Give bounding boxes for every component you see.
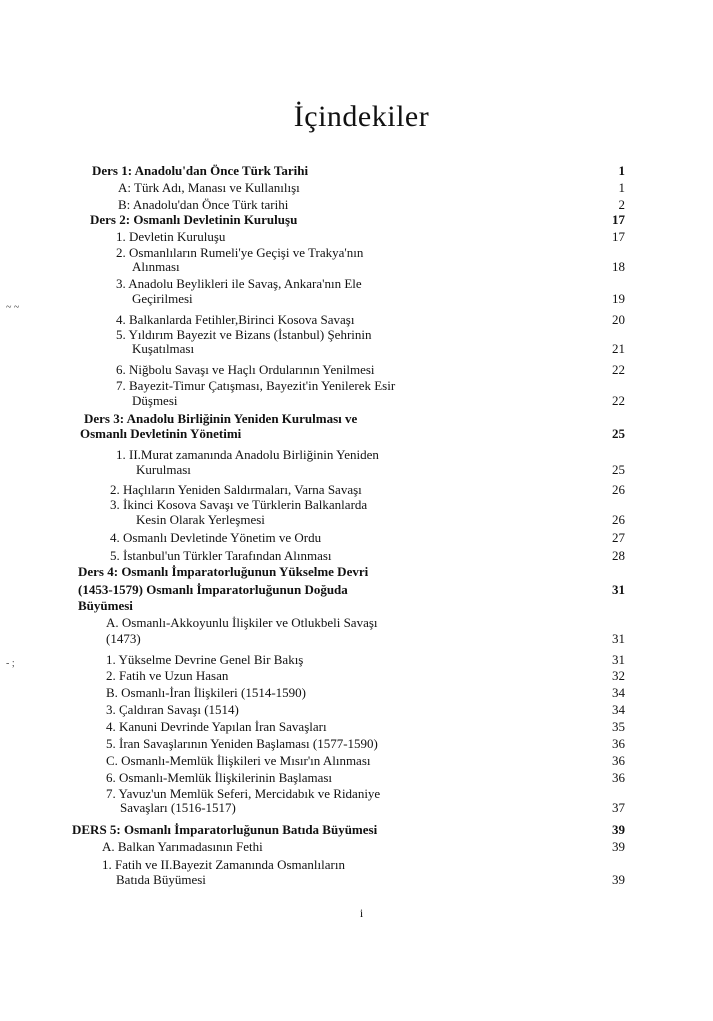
toc-entry-page: 31	[612, 631, 625, 646]
toc-entry-text: Kuşatılması	[132, 341, 195, 356]
toc-entry	[0, 564, 713, 584]
toc-entry-page: 17	[612, 229, 625, 244]
toc-entry-text: (1453-1579) Osmanlı İmparatorluğunun Doğuda	[78, 582, 348, 597]
toc-entry-text: 1. Devletin Kuruluşu	[116, 229, 226, 244]
toc-entry-page: 22	[612, 393, 625, 408]
toc-entry-text: Kurulması	[136, 462, 191, 477]
toc-entry-text: 4. Osmanlı Devletinde Yönetim ve Ordu	[110, 530, 322, 545]
toc-entry-text: Ders 1: Anadolu'dan Önce Türk Tarihi	[92, 163, 309, 178]
toc-entry-page: 32	[612, 668, 625, 683]
toc-entry-page: 36	[612, 770, 625, 785]
toc-entry-text: 5. İran Savaşlarının Yeniden Başlaması (1577-1590)	[106, 736, 378, 751]
toc-entry-page: 18	[612, 259, 625, 274]
toc-entry-page: 27	[612, 530, 625, 545]
toc-entry-text: 6. Niğbolu Savaşı ve Haçlı Ordularının Yenilmesi	[116, 362, 375, 377]
toc-entry-page: 39	[612, 872, 625, 887]
toc-entry-page: 2	[618, 197, 625, 212]
toc-entry-text: A: Türk Adı, Manası ve Kullanılışı	[118, 180, 300, 195]
toc-entry-text: Ders 2: Osmanlı Devletinin Kuruluşu	[90, 212, 298, 227]
toc-entry-text: 1. Yükselme Devrine Genel Bir Bakış	[106, 652, 304, 667]
toc-entry-text: 4. Kanuni Devrinde Yapılan İran Savaşları	[106, 719, 327, 734]
toc-entry-text: 7. Yavuz'un Memlük Seferi, Mercidabık ve Ridaniye	[106, 786, 381, 801]
toc-entry	[0, 530, 713, 550]
toc-entry	[0, 291, 713, 311]
toc-entry	[0, 839, 713, 859]
toc-entry	[0, 426, 713, 446]
toc-entry-text: Geçirilmesi	[132, 291, 193, 306]
toc-entry-page: 37	[612, 800, 625, 815]
toc-entry-text: 2. Haçlıların Yeniden Saldırmaları, Varna Savaşı	[110, 482, 362, 497]
toc-entry-text: 3. İkinci Kosova Savaşı ve Türklerin Balkanlarda	[110, 497, 368, 512]
toc-entry	[0, 872, 713, 892]
toc-entry-text: 4. Balkanlarda Fetihler,Birinci Kosova Savaşı	[116, 312, 355, 327]
toc-entry-text: Kesin Olarak Yerleşmesi	[136, 512, 265, 527]
toc-entry-text: Savaşları (1516-1517)	[120, 800, 236, 815]
toc-entry-text: A. Osmanlı-Akkoyunlu İlişkiler ve Otlukbeli Savaşı	[106, 615, 378, 630]
toc-entry-text: B: Anadolu'dan Önce Türk tarihi	[118, 197, 289, 212]
toc-entry-page: 31	[612, 652, 625, 667]
toc-entry-page: 39	[612, 822, 625, 837]
toc-entry-text: Alınması	[132, 259, 180, 274]
toc-entry-page: 36	[612, 753, 625, 768]
toc-entry-page: 31	[612, 582, 625, 597]
toc-entry-text: 7. Bayezit-Timur Çatışması, Bayezit'in Yenilerek Esir	[116, 378, 396, 393]
toc-entry-page: 17	[612, 212, 625, 227]
toc-entry-text: 2. Osmanlıların Rumeli'ye Geçişi ve Trakya'nın	[116, 245, 364, 260]
page-number: i	[359, 906, 364, 920]
toc-entry	[0, 341, 713, 361]
toc-entry-page: 21	[612, 341, 625, 356]
toc-entry	[0, 512, 713, 532]
toc-entry-text: C. Osmanlı-Memlük İlişkileri ve Mısır'ın Alınması	[106, 753, 371, 768]
toc-entry-text: 5. İstanbul'un Türkler Tarafından Alınması	[110, 548, 332, 563]
toc-entry	[0, 800, 713, 820]
toc-entry-text: A. Balkan Yarımadasının Fethi	[102, 839, 263, 854]
toc-entry-text: 2. Fatih ve Uzun Hasan	[106, 668, 229, 683]
toc-entry-text: (1473)	[106, 631, 141, 646]
page-title: İçindekiler	[293, 100, 430, 133]
toc-entry-page: 28	[612, 548, 625, 563]
toc-entry-text: Batıda Büyümesi	[116, 872, 206, 887]
toc-entry	[0, 631, 713, 651]
toc-entry-page: 20	[612, 312, 625, 327]
toc-entry-page: 25	[612, 462, 625, 477]
scan-mark: ~ ~	[6, 302, 20, 313]
toc-entry-text: 1. Fatih ve II.Bayezit Zamanında Osmanlıların	[102, 857, 345, 872]
toc-entry-page: 19	[612, 291, 625, 306]
toc-entry-text: 5. Yıldırım Bayezit ve Bizans (İstanbul) Şehrinin	[116, 327, 372, 342]
toc-entry-page: 1	[618, 163, 625, 178]
toc-entry-text: 6. Osmanlı-Memlük İlişkilerinin Başlaması	[106, 770, 333, 785]
toc-entry-page: 22	[612, 362, 625, 377]
toc-entry-text: B. Osmanlı-İran İlişkileri (1514-1590)	[106, 685, 307, 700]
toc-entry-text: Osmanlı Devletinin Yönetimi	[80, 426, 242, 441]
toc-entry	[0, 393, 713, 413]
toc-entry-text: DERS 5: Osmanlı İmparatorluğunun Batıda Büyümesi	[72, 822, 378, 837]
toc-entry-text: Büyümesi	[78, 598, 133, 613]
toc-entry-text: 3. Çaldıran Savaşı (1514)	[106, 702, 239, 717]
toc-entry-text: 3. Anadolu Beylikleri ile Savaş, Ankara'nın Ele	[116, 276, 362, 291]
toc-entry-text: Ders 3: Anadolu Birliğinin Yeniden Kurulması ve	[84, 411, 358, 426]
toc-entry-text: 1. II.Murat zamanında Anadolu Birliğinin Yeniden	[116, 447, 379, 462]
toc-entry-page: 36	[612, 736, 625, 751]
toc-entry-page: 34	[612, 685, 625, 700]
scan-mark: - ;	[6, 658, 15, 669]
toc-entry	[0, 462, 713, 482]
toc-entry-text: Düşmesi	[132, 393, 178, 408]
toc-entry-text: Ders 4: Osmanlı İmparatorluğunun Yükselme Devri	[78, 564, 369, 579]
toc-entry-page: 1	[618, 180, 625, 195]
toc-entry-page: 25	[612, 426, 625, 441]
toc-entry-page: 34	[612, 702, 625, 717]
toc-entry-page: 39	[612, 839, 625, 854]
toc-entry-page: 26	[612, 482, 625, 497]
toc-entry-page: 26	[612, 512, 625, 527]
toc-entry-page: 35	[612, 719, 625, 734]
